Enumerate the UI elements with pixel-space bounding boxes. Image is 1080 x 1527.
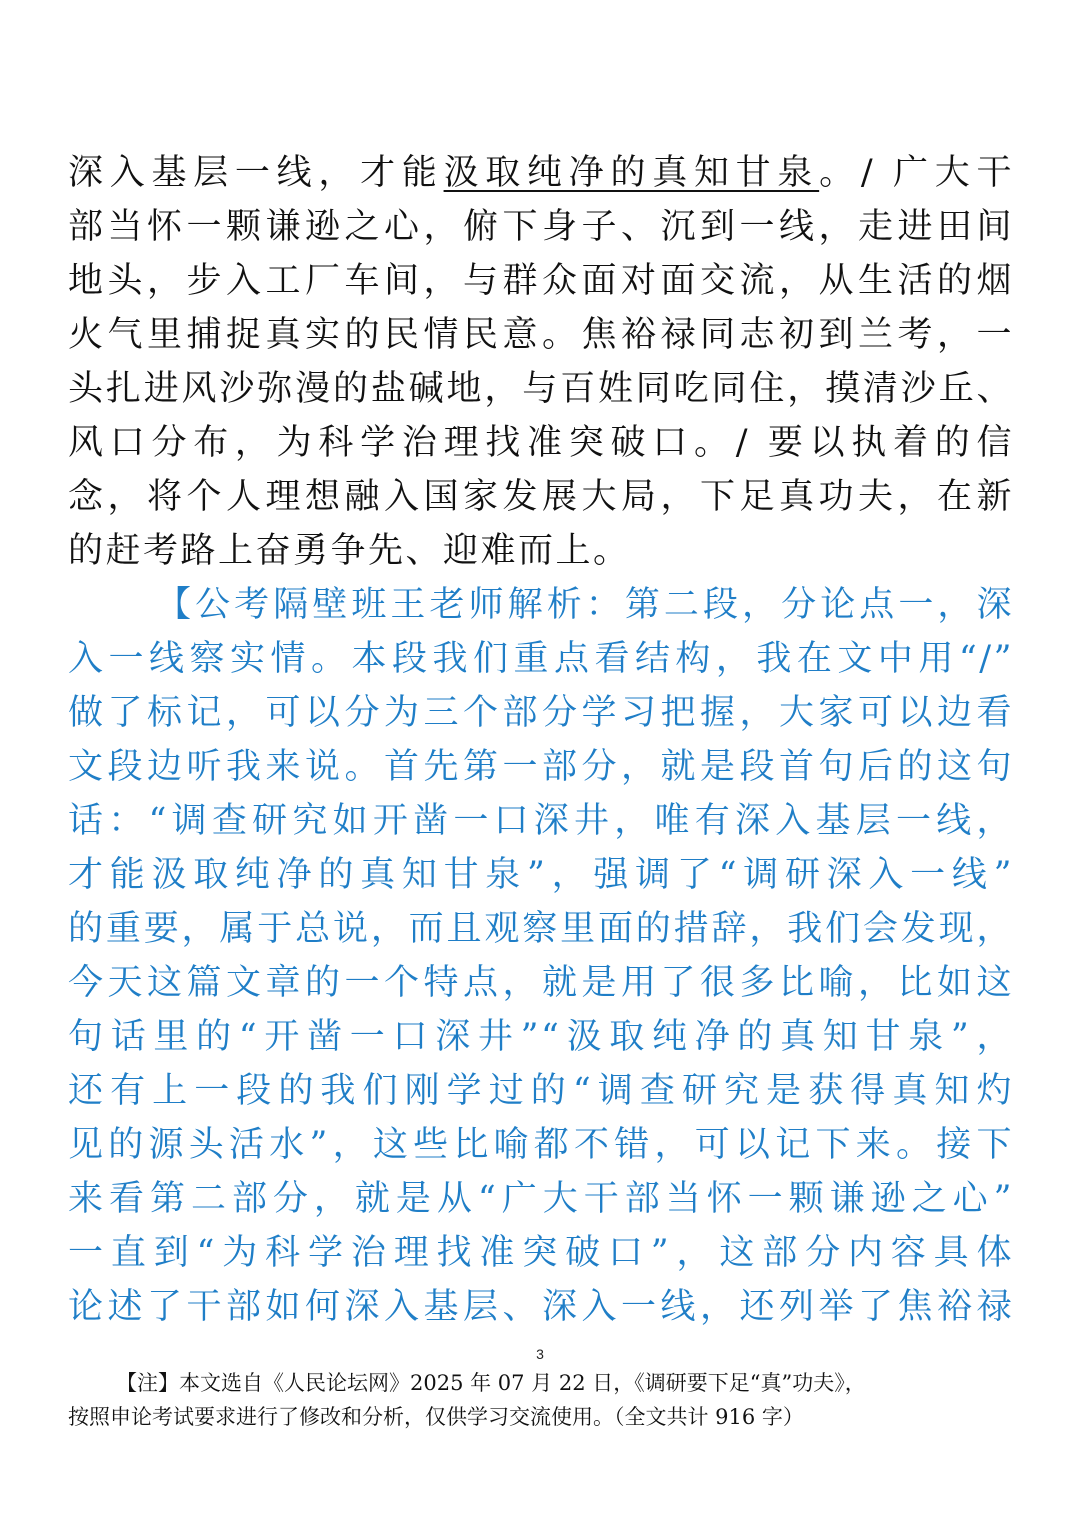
original-line-4: 火气里捕捉真实的民情民意。焦裕禄同志初到兰考，一 [68,315,1014,355]
original-line-2: 部当怀一颗谦逊之心，俯下身子、沉到一线，走进田间 [68,207,1014,247]
original-paragraph [68,146,1014,578]
analysis-paragraph [68,578,1014,1334]
original-line-1-after: 。/ 广大干 [819,153,1014,193]
analysis-line-12: 来看第二部分，就是从“广大干部当怀一颗谦逊之心” [68,1179,1014,1219]
analysis-line-13: 一直到“为科学治理找准突破口”，这部分内容具体 [68,1233,1014,1273]
original-line-1 [68,146,1014,200]
original-line-5: 头扎进风沙弥漫的盐碱地，与百姓同吃同住，摸清沙丘、 [68,369,1014,409]
page-number: 3 [536,1346,544,1362]
footnote [68,1366,1014,1434]
original-line-6: 风口分布，为科学治理找准突破口。/ 要以执着的信 [68,423,1014,463]
analysis-line-5: 话：“调查研究如开凿一口深井，唯有深入基层一线， [68,801,1014,841]
analysis-line-11: 见的源头活水”，这些比喻都不错，可以记下来。接下 [68,1125,1014,1165]
original-line-3: 地头，步入工厂车间，与群众面对面交流，从生活的烟 [68,261,1014,301]
original-line-1-before: 深入基层一线，才能 [68,153,444,193]
underlined-phrase: 汲取纯净的真知甘泉 [443,153,820,193]
analysis-line-14: 论述了干部如何深入基层、深入一线，还列举了焦裕禄 [68,1287,1014,1327]
footnote-line-1: 【注】本文选自《人民论坛网》2025 年 07 月 22 日，《调研要下足“真”功夫》， [116,1371,866,1395]
analysis-line-8: 今天这篇文章的一个特点，就是用了很多比喻，比如这 [68,963,1014,1003]
original-line-7: 念，将个人理想融入国家发展大局，下足真功夫，在新 [68,477,1014,517]
analysis-line-7: 的重要，属于总说，而且观察里面的措辞，我们会发现， [68,909,1014,949]
analysis-line-2: 入一线察实情。本段我们重点看结构，我在文中用“/” [68,639,1014,679]
footnote-line-2: 按照申论考试要求进行了修改和分析，仅供学习交流使用。（全文共计 916 字） [68,1405,804,1429]
original-line-8: 的赶考路上奋勇争先、迎难而上。 [68,531,631,571]
analysis-line-1: 【公考隔壁班王老师解析：第二段，分论点一，深 [156,585,1014,625]
analysis-line-3: 做了标记，可以分为三个部分学习把握，大家可以边看 [68,693,1014,733]
analysis-line-4: 文段边听我来说。首先第一部分，就是段首句后的这句 [68,747,1014,787]
analysis-line-9: 句话里的“开凿一口深井”“汲取纯净的真知甘泉”， [68,1017,1014,1057]
analysis-line-10: 还有上一段的我们刚学过的“调查研究是获得真知灼 [68,1071,1014,1111]
analysis-line-6: 才能汲取纯净的真知甘泉”，强调了“调研深入一线” [68,855,1014,895]
